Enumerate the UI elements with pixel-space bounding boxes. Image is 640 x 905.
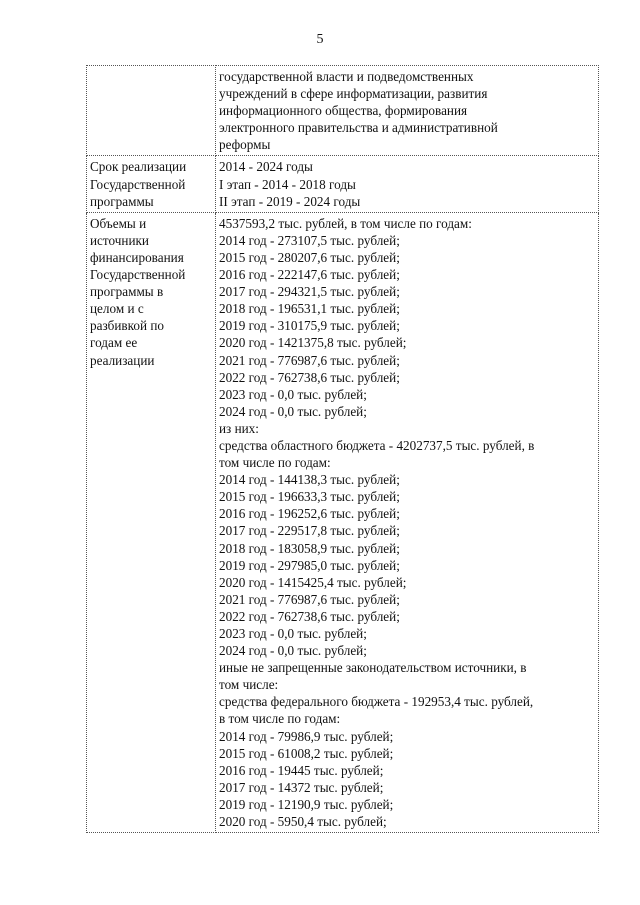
text-line: 2017 год - 294321,5 тыс. рублей; <box>219 284 400 300</box>
text-line: реформы <box>219 137 271 153</box>
text-line: 2022 год - 762738,6 тыс. рублей; <box>219 369 400 385</box>
row-value-cell <box>216 66 599 156</box>
text-line: 2017 год - 229517,8 тыс. рублей; <box>219 523 400 539</box>
text-line: 2019 год - 297985,0 тыс. рублей; <box>219 557 400 573</box>
text-line: 2019 год - 12190,9 тыс. рублей; <box>219 796 394 812</box>
text-line: источники <box>90 232 149 248</box>
text-line: 2015 год - 61008,2 тыс. рублей; <box>219 745 394 761</box>
row-label-cell <box>87 212 216 832</box>
text-line: из них: <box>219 420 259 436</box>
text-line: 2024 год - 0,0 тыс. рублей; <box>219 403 367 419</box>
text-line: иные не запрещенные законодательством источники, в <box>219 660 527 676</box>
text-line: Объемы и <box>90 215 147 231</box>
text-line: 2014 год - 273107,5 тыс. рублей; <box>219 232 400 248</box>
table-row <box>87 156 599 212</box>
text-line: 2016 год - 19445 тыс. рублей; <box>219 762 384 778</box>
text-line: 2018 год - 183058,9 тыс. рублей; <box>219 540 400 556</box>
text-line: финансирования <box>90 249 184 265</box>
text-line: целом и с <box>90 301 144 317</box>
text-line: 2020 год - 1415425,4 тыс. рублей; <box>219 574 407 590</box>
text-line: том числе: <box>219 677 279 693</box>
text-line: 2022 год - 762738,6 тыс. рублей; <box>219 608 400 624</box>
text-line: годам ее <box>90 335 138 351</box>
row-label-cell <box>87 66 216 156</box>
text-line: программы <box>90 193 154 209</box>
text-line: I этап - 2014 - 2018 годы <box>219 176 356 192</box>
text-line: в том числе по годам: <box>219 711 341 727</box>
text-line: Государственной <box>90 267 186 283</box>
text-line: Государственной <box>90 176 186 192</box>
text-line: 2016 год - 222147,6 тыс. рублей; <box>219 267 400 283</box>
text-line: реализации <box>90 352 155 368</box>
text-line: средства федерального бюджета - 192953,4 тыс. рублей, <box>219 694 534 710</box>
text-line: 4537593,2 тыс. рублей, в том числе по годам: <box>219 215 472 231</box>
text-line: разбивкой по <box>90 318 164 334</box>
text-line: средства областного бюджета - 4202737,5 тыс. рублей, в <box>219 437 535 453</box>
text-line: 2023 год - 0,0 тыс. рублей; <box>219 626 367 641</box>
text-line: 2014 год - 79986,9 тыс. рублей; <box>219 728 394 744</box>
text-line: 2023 год - 0,0 тыс. рублей; <box>219 386 367 402</box>
text-line: государственной власти и подведомственных <box>219 69 474 84</box>
text-line: 2014 год - 144138,3 тыс. рублей; <box>219 472 400 488</box>
text-line: 2019 год - 310175,9 тыс. рублей; <box>219 318 400 334</box>
text-line: 2021 год - 776987,6 тыс. рублей; <box>219 352 400 368</box>
page-number: 5 <box>316 32 324 47</box>
table-row <box>87 66 599 156</box>
text-line: 2020 год - 1421375,8 тыс. рублей; <box>219 335 407 351</box>
row-value-cell <box>216 212 599 832</box>
text-line: 2015 год - 280207,6 тыс. рублей; <box>219 249 400 265</box>
text-line: учреждений в сфере информатизации, развития <box>219 86 488 102</box>
text-line: 2021 год - 776987,6 тыс. рублей; <box>219 591 400 607</box>
text-line: 2015 год - 196633,3 тыс. рублей; <box>219 489 400 505</box>
text-line: Срок реализации <box>90 159 187 175</box>
row-value-cell <box>216 156 599 212</box>
text-line: II этап - 2019 - 2024 годы <box>219 193 361 209</box>
text-line: информационного общества, формирования <box>219 103 468 119</box>
text-line: 2014 - 2024 годы <box>219 159 313 175</box>
text-line: электронного правительства и административной <box>219 120 498 136</box>
text-line: том числе по годам: <box>219 455 331 471</box>
program-passport-table <box>86 65 599 833</box>
text-line: 2016 год - 196252,6 тыс. рублей; <box>219 506 400 522</box>
text-line: 2018 год - 196531,1 тыс. рублей; <box>219 301 400 317</box>
row-label-cell <box>87 156 216 212</box>
text-line: программы в <box>90 284 164 300</box>
text-line: 2017 год - 14372 тыс. рублей; <box>219 779 384 795</box>
text-line: 2024 год - 0,0 тыс. рублей; <box>219 643 367 659</box>
text-line: 2020 год - 5950,4 тыс. рублей; <box>219 814 387 830</box>
table-row <box>87 212 599 832</box>
